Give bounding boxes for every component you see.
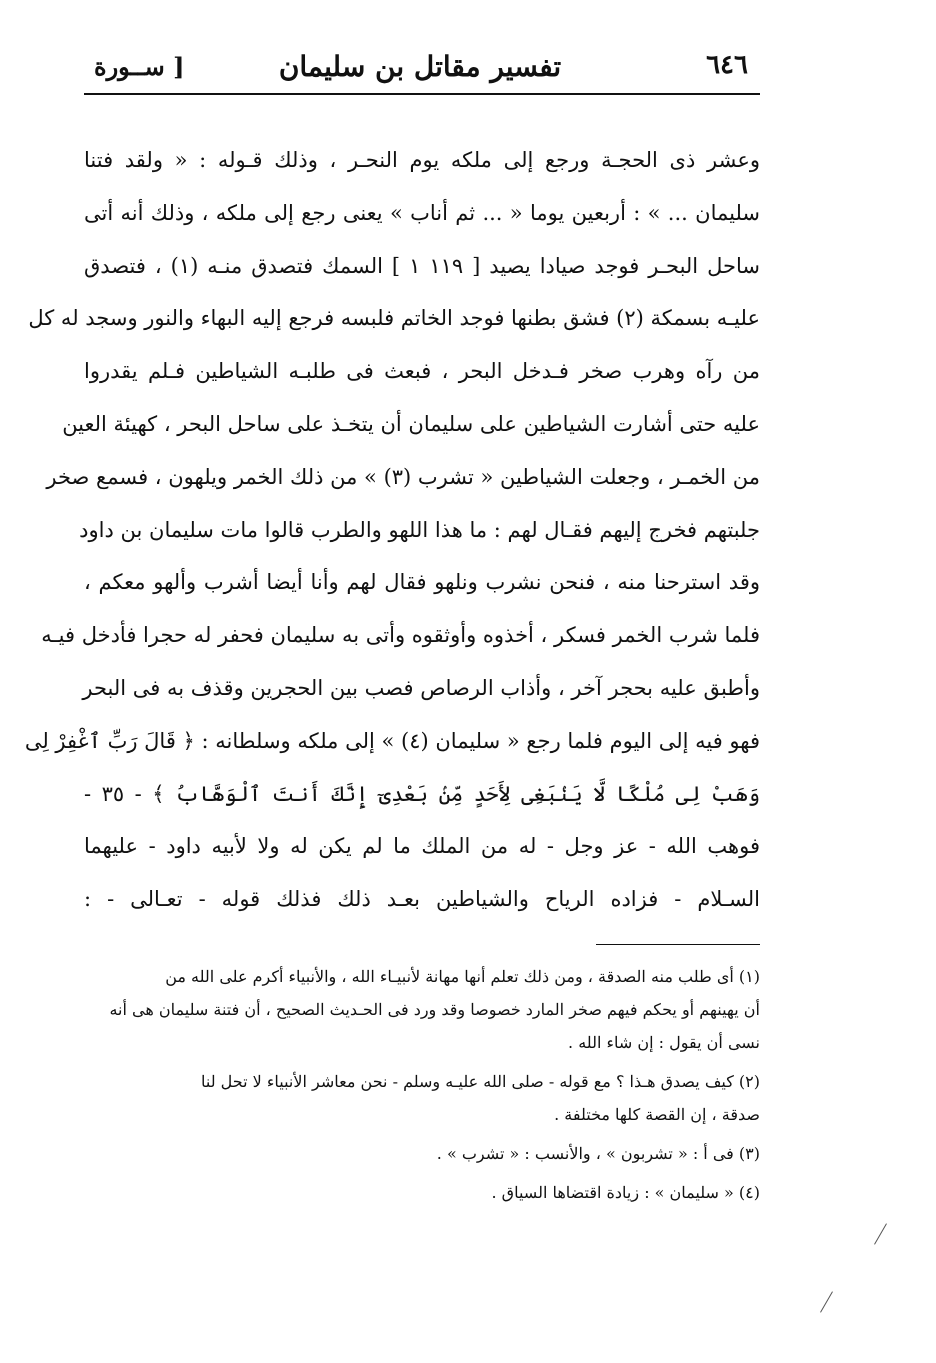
text-line: عليـه بسمكة (٢) فشق بطنها فوجد الخاتم فلبسه فرجع إليه البهاء والنور وسجد له كل	[28, 306, 760, 331]
text-line: من رآه وهرب صخر فـدخل البحر ، فبعث فى طلبـه الشياطين فـلم يقدروا	[84, 359, 760, 384]
footnote-divider	[596, 944, 760, 945]
text-line: وقد استرحنا منه ، فنحن نشرب ونلهو فقال لهم وأنا أيضا أشرب وألهو معكم ،	[84, 570, 760, 595]
page-header	[82, 50, 758, 94]
text-line: فوهب الله - عز وجل - له من الملك ما لم يكن له ولا لأبيه داود - عليهما	[84, 834, 760, 859]
text-line: عليه حتى أشارت الشياطين على سليمان أن يتخـذ على ساحل البحر ، كهيئة العين	[62, 411, 760, 436]
text-line: من الخمـر ، وجعلت الشياطين « تشرب (٣) » من ذلك الخمر ويلهون ، فسمع صخر	[46, 464, 760, 489]
footnote-1	[84, 960, 760, 1059]
text-line: وعشر ذى الحجـة ورجع إلى ملكه يوم النحـر ، وذلك قـوله : « ولقد فتنا	[84, 148, 760, 172]
footnote-4	[84, 1176, 760, 1209]
text-line: فهو فيه إلى اليوم فلما رجع « سليمان (٤) » إلى ملكه وسلطانه : ﴿ قَالَ رَبِّ ٱغْفِرْ لِى	[24, 728, 760, 753]
text-line: جلبتهم فخرج إليهم فقـال لهم : ما هذا اللهو والطرب قالوا مات سليمان بن داود	[79, 517, 760, 542]
main-text	[24, 134, 760, 926]
header-divider	[84, 93, 760, 95]
footnote-line: صدقة ، إن القصة كلها مختلفة .	[554, 1105, 760, 1124]
footnote-line: أن يهينهم أو يحكم فيهم صخر المارد خصوصا وقد ورد فى الحـديث الصحيح ، أن فتنة سليمان هى أنه	[109, 1000, 760, 1019]
scan-mark	[874, 1223, 887, 1244]
footnote-line: (٢) كيف يصدق هـذا ؟ مع قوله - صلى الله عليـه وسلم - نحن معاشر الأنبياء لا تحل لنا	[201, 1072, 760, 1091]
footnote-2	[84, 1065, 760, 1131]
footnote-line: (٤) « سليمان » : زيادة اقتضاها السياق .	[491, 1183, 760, 1202]
quran-verse-line: وَهَبْ لِى مُلْكًا لَّا يَنۢبَغِى لِأَحَدٍ مِّنۢ بَعْدِىٓ إِنَّكَ أَنتَ ٱلْوَهَّابُ ﴾ - ٣٥ -	[84, 781, 760, 806]
scan-mark	[820, 1291, 833, 1312]
page-number: ٦٤٦	[706, 50, 748, 80]
footnote-line: (١) أى طلب منه الصدقة ، ومن ذلك تعلم أنها مهانة لأنبيـاء الله ، والأنبياء أكرم على الله من	[165, 967, 760, 986]
text-line: سليمان ... » : أربعين يوما « ... ثم أناب » يعنى رجع إلى ملكه ، وذلك أنه أتى	[84, 200, 760, 225]
text-line: ساحل البحـر فوجد صيادا يصيد [ ١١٩ ١ ] السمك فتصدق منـه (١) ، فتصدق	[84, 253, 760, 278]
text-line: وأطبق عليه بحجر آخر ، وأذاب الرصاص فصب بين الحجرين وقذف به فى البحر	[82, 675, 760, 700]
footnote-3	[84, 1137, 760, 1170]
footnotes	[84, 960, 760, 1215]
footnote-line: نسى أن يقول : إن شاء الله .	[568, 1033, 760, 1052]
text-line: فلما شرب الخمر فسكر ، أخذوه وأوثقوه وأتى به سليمان فحفر له حجرا فأدخل فيـه	[41, 623, 760, 648]
running-title: تفسير مقاتل بن سليمان	[278, 50, 562, 83]
text-line: السـلام - فزاده الرياح والشياطين بعـد ذلك فذلك قوله - تعـالى - :	[84, 887, 760, 912]
surah-label: [ ســورة	[94, 52, 185, 81]
footnote-line: (٣) فى أ : « تشربون » ، والأنسب : « تشرب » .	[436, 1144, 760, 1163]
